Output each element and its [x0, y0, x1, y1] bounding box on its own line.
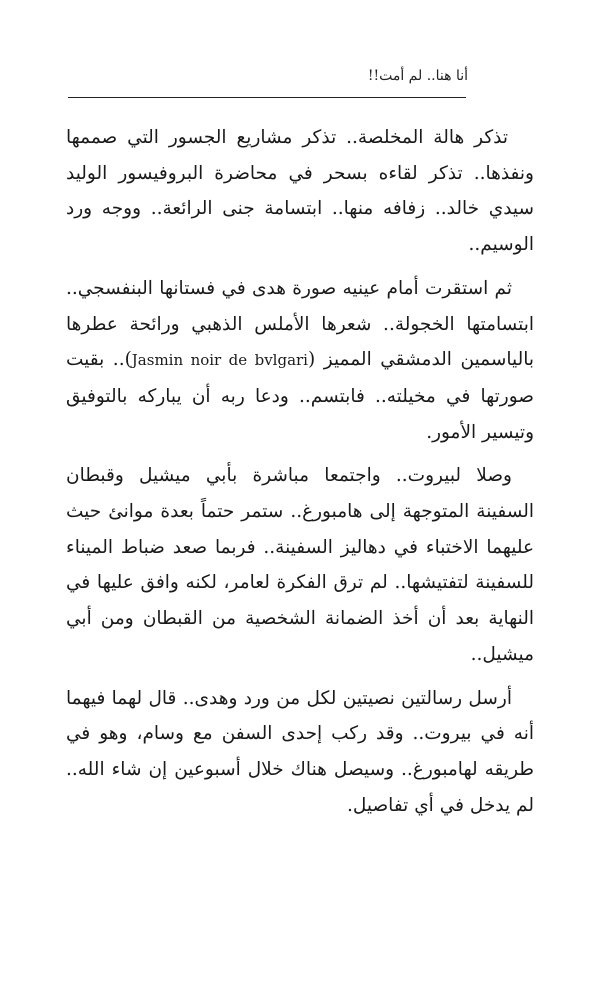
paragraph-4: أرسل رسالتين نصيتين لكل من ورد وهدى.. قال لهما فيهما أنه في بيروت.. وقد ركب إحدى السفن مع وسام، وهو في طريقه لهامبورغ.. وسيصل هناك خلال أسبوعين إن شاء الله.. لم يدخل في أي تفاصيل.	[66, 687, 534, 816]
paragraph-2-part-1: ثم استقرت أمام عينيه صورة هدى في فستانها البنفسجي.. ابتسامتها الخجولة.. شعرها الأملس الذهبي ورائحة عطرها بالياسمين الدمشقي المميز (	[66, 277, 534, 371]
paragraph-2-part-2: ).. بقيت صورتها في مخيلته.. فابتسم.. ودعا ربه أن يباركه بالتوفيق وتيسير الأمور.	[66, 349, 534, 443]
paragraph-1: تذكر هالة المخلصة.. تذكر مشاريع الجسور التي صممها ونفذها.. تذكر لقاءه بسحر في محاضرة البروفيسور الوليد سيدي خالد.. زفافه منها.. ابتسامة جنى الرائعة.. ووجه ورد الوسيم..	[66, 127, 534, 256]
perfume-name: Jasmin noir de bvlgari	[131, 351, 308, 370]
paragraph-2	[66, 271, 534, 451]
body-text	[66, 120, 534, 831]
running-header: أنا هنا.. لم أمت!!	[367, 68, 468, 84]
paragraph-3: وصلا لبيروت.. واجتمعا مباشرة بأبي ميشيل وقبطان السفينة المتوجهة إلى هامبورغ.. ستمر حتماً بعدة موانئ حيث عليهما الاختباء في دهاليز السفينة.. فربما صعد ضباط الميناء للسفينة لتفتيشها.. لم ترق الفكرة لعامر، لكنه وافق عليها في النهاية بعد أن أخذ الضمانة الشخصية من القبطان ومن أبي ميشيل..	[66, 465, 534, 665]
header-rule	[68, 97, 466, 98]
